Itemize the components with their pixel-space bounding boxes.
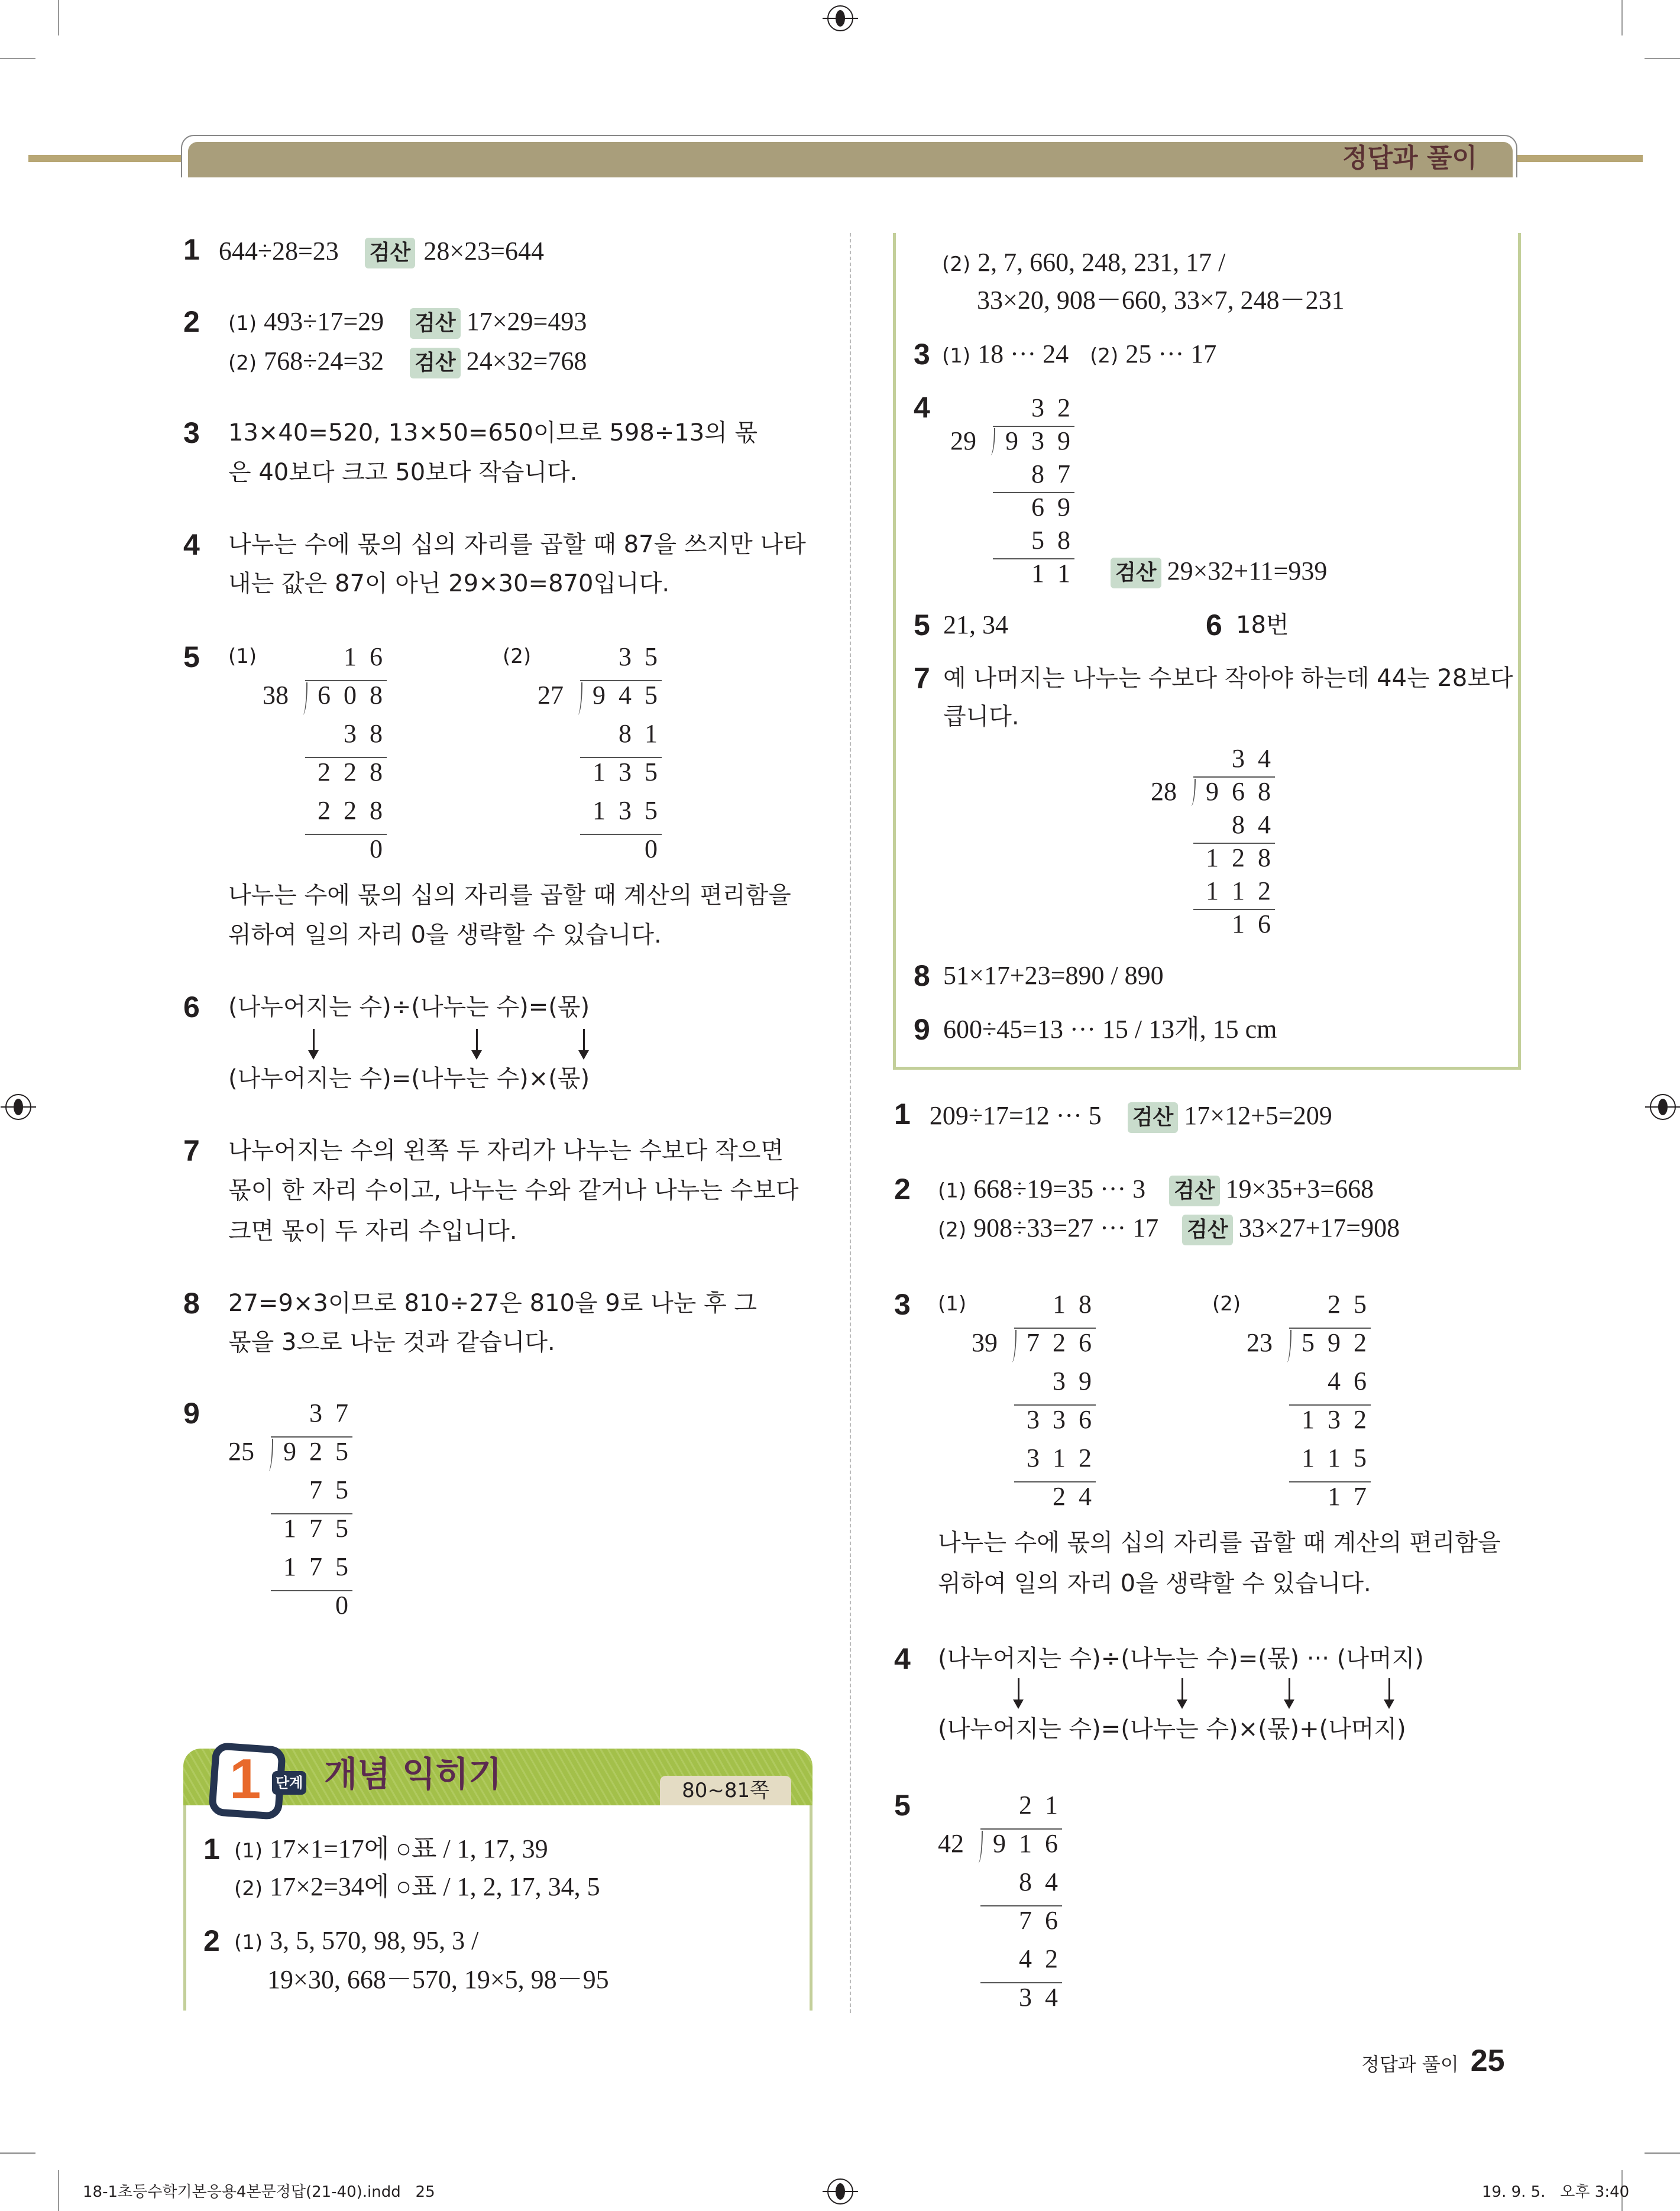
sub-label: (1): [234, 1839, 263, 1863]
question-number: 2: [894, 1173, 911, 1206]
question-2-part-1: [938, 1171, 1374, 1207]
registration-mark-icon: [1650, 1094, 1676, 1120]
explanation-line: 나누는 수에 몫의 십의 자리를 곱할 때 계산의 편리함을: [938, 1529, 1501, 1556]
division-step: 6 9: [1031, 493, 1070, 522]
answer-text: 17×2=34에 ○표 / 1, 2, 17, 34, 5: [270, 1872, 600, 1901]
quotient: 3 7: [309, 1399, 348, 1427]
division-step: 8 4: [1232, 810, 1271, 839]
question-number: 7: [183, 1134, 200, 1167]
division-step: 1 3 5: [593, 757, 658, 786]
answer-text: 668÷19=35 ··· 3: [973, 1174, 1146, 1203]
check-text: 29×32+11=939: [1167, 556, 1328, 585]
question-2-part-2: [228, 344, 587, 379]
division-step: 1 2 8: [1206, 843, 1271, 872]
division-step: 0: [370, 834, 383, 863]
down-arrow-icon: [583, 1029, 585, 1057]
question-number: 3: [894, 1288, 911, 1321]
division-step: 1 6: [1232, 909, 1271, 938]
step-number: 1: [229, 1747, 261, 1811]
answer-text: 493÷17=29: [264, 307, 384, 336]
dividend: 9 1 6: [993, 1829, 1058, 1858]
divisor: 42: [938, 1829, 964, 1858]
dividend: 9 2 5: [283, 1437, 348, 1466]
formula-line: (나누어지는 수)÷(나누는 수)=(몫): [228, 993, 590, 1021]
division-step: 1 3 5: [593, 796, 658, 825]
division-step: 3 8: [344, 719, 383, 748]
dividend: 9 6 8: [1206, 777, 1271, 806]
divisor: 27: [538, 681, 564, 710]
check-text: 28×23=644: [423, 237, 544, 266]
check-badge: 검산: [410, 308, 461, 339]
question-number: 3: [183, 416, 200, 449]
division-step: 1 3 2: [1302, 1405, 1367, 1434]
sub-label: (1): [942, 344, 971, 368]
crop-mark: [0, 58, 35, 59]
explanation-line: 몫이 한 자리 수이고, 나누는 수와 같거나 나누는 수보다: [228, 1177, 799, 1204]
down-arrow-icon: [476, 1029, 478, 1057]
question-number: 8: [914, 959, 930, 992]
explanation-line: 13×40=520, 13×50=650이므로 598÷13의 몫: [228, 419, 758, 446]
formula-line: (나누어지는 수)=(나누는 수)×(몫): [228, 1065, 590, 1092]
crop-mark: [58, 2170, 59, 2211]
sub-label: (1): [228, 645, 257, 668]
question-number: 9: [183, 1397, 200, 1430]
question-1-part-1: [234, 1831, 548, 1867]
explanation-line: 위하여 일의 자리 0을 생략할 수 있습니다.: [938, 1570, 1371, 1597]
division-step: 5 8: [1031, 526, 1070, 555]
question-number: 5: [183, 640, 200, 674]
sub-label: (1): [228, 312, 257, 335]
division-step: 1 1 2: [1206, 876, 1271, 905]
crop-mark: [1645, 2152, 1680, 2154]
dividend: 9 4 5: [593, 681, 658, 710]
division-step: 4 2: [1019, 1944, 1058, 1973]
explanation-line: 위하여 일의 자리 0을 생략할 수 있습니다.: [228, 921, 662, 949]
question-number: 6: [183, 990, 200, 1024]
explanation-line: 27=9×3이므로 810÷27은 810을 9로 나눈 후 그: [228, 1290, 758, 1317]
answer-text: 768÷24=32: [264, 347, 384, 375]
division-bracket: [1007, 1330, 1017, 1362]
divisor: 25: [228, 1437, 254, 1466]
print-slug-date: 19. 9. 5. 오후 3:40: [1482, 2183, 1630, 2201]
question-number: 4: [914, 391, 930, 424]
footer-label: 정답과 풀이: [1361, 2053, 1459, 2076]
answer-text: 600÷45=13 ··· 15 / 13개, 15 cm: [943, 1015, 1277, 1044]
division-step: 1 7 5: [283, 1552, 348, 1581]
explanation-line: 크면 몫이 두 자리 수입니다.: [228, 1218, 517, 1245]
division-step: 1 1 5: [1302, 1443, 1367, 1472]
explanation-line: 몫을 3으로 나눈 것과 같습니다.: [228, 1329, 555, 1356]
down-arrow-icon: [1181, 1678, 1183, 1707]
quotient: 1 8: [1053, 1290, 1092, 1319]
divisor: 39: [972, 1328, 998, 1357]
check-badge: 검산: [1128, 1102, 1179, 1133]
check-text: 24×32=768: [466, 347, 587, 375]
page-range: 80~81쪽: [660, 1776, 791, 1805]
question-number: 1: [183, 233, 200, 266]
answer-text: 17×1=17에 ○표 / 1, 17, 39: [270, 1834, 548, 1863]
registration-mark-icon: [5, 1094, 31, 1120]
divisor: 28: [1151, 777, 1177, 806]
question-number: 3: [914, 338, 930, 371]
registration-mark-icon: [827, 2178, 853, 2204]
sub-label: (1): [938, 1292, 967, 1316]
divisor: 38: [263, 681, 289, 710]
division-step: 3 4: [1019, 1983, 1058, 2012]
division-step: 7 5: [309, 1475, 348, 1504]
page-number: 25: [1470, 2044, 1505, 2078]
quotient: 2 5: [1328, 1290, 1367, 1319]
sub-label: (2): [938, 1218, 967, 1242]
question-number: 2: [183, 305, 200, 338]
crop-mark: [1621, 0, 1623, 35]
quotient: 1 6: [344, 642, 383, 671]
page-footer: [1361, 2043, 1505, 2079]
explanation-line: 나누는 수에 몫의 십의 자리를 곱할 때 계산의 편리함을: [228, 882, 791, 909]
division-step: 8 7: [1031, 459, 1070, 488]
explanation-line: 나누는 수에 몫의 십의 자리를 곱할 때 87을 쓰지만 나타: [228, 531, 806, 558]
answer-text: 25 ··· 17: [1125, 339, 1217, 368]
question-number: 8: [183, 1287, 200, 1320]
division-bracket: [264, 1439, 273, 1471]
explanation-line: 큽니다.: [943, 703, 1019, 730]
division-step: 7 6: [1019, 1906, 1058, 1935]
question-number: 4: [183, 528, 200, 561]
question-number: 1: [203, 1833, 220, 1866]
answer-text: 21, 34: [943, 610, 1008, 639]
division-step: 4 6: [1328, 1367, 1367, 1396]
question-2-part-1: [228, 304, 587, 339]
divisor: 23: [1247, 1328, 1273, 1357]
division-step: 8 4: [1019, 1867, 1058, 1896]
division-bracket: [973, 1831, 983, 1863]
sub-label: (2): [228, 351, 257, 375]
question-2-part-2: [942, 245, 1225, 280]
question-2: [183, 304, 200, 339]
quotient: 2 1: [1019, 1791, 1058, 1820]
divisor: 29: [950, 426, 976, 455]
column-divider: [850, 233, 851, 2013]
check-line: [1087, 553, 1327, 589]
question-number: 4: [894, 1642, 911, 1675]
answer-text: 908÷33=27 ··· 17: [973, 1213, 1159, 1242]
check-badge: 검산: [1182, 1215, 1233, 1245]
answer-text: 3, 5, 570, 98, 95, 3 /: [270, 1926, 479, 1955]
crop-mark: [0, 2152, 35, 2154]
down-arrow-icon: [313, 1029, 315, 1057]
check-text: 17×12+5=209: [1184, 1101, 1332, 1130]
step-label: 단계: [272, 1771, 306, 1795]
division-step: 2 2 8: [318, 796, 383, 825]
answer-text: 51×17+23=890 / 890: [943, 961, 1164, 990]
sub-label: (1): [938, 1179, 967, 1203]
crop-mark: [58, 0, 59, 35]
division-step: 3 3 6: [1027, 1405, 1092, 1434]
division-step: 1 7: [1328, 1482, 1367, 1511]
division-step: 3 9: [1053, 1367, 1092, 1396]
formula-line: (나누어지는 수)=(나누는 수)×(몫)+(나머지): [938, 1715, 1406, 1743]
explanation-line: 은 40보다 크고 50보다 작습니다.: [228, 459, 578, 486]
check-badge: 검산: [365, 238, 416, 268]
question-number: 6: [1206, 608, 1222, 642]
explanation-line: 예 나머지는 나누는 수보다 작아야 하는데 44는 28보다: [943, 665, 1513, 692]
answer-text: 19×30, 668－570, 19×5, 98－95: [267, 1965, 609, 1994]
explanation-line: 내는 값은 87이 아닌 29×30=870입니다.: [228, 570, 670, 597]
question-1: [894, 1096, 1332, 1134]
answer-text: 2, 7, 660, 248, 231, 17 /: [977, 248, 1226, 277]
down-arrow-icon: [1388, 1678, 1390, 1707]
sub-label: (2): [503, 645, 532, 668]
question-number: 1: [894, 1098, 911, 1131]
question-number: 5: [914, 608, 930, 642]
check-badge: 검산: [1111, 558, 1161, 588]
check-badge: 검산: [410, 348, 461, 378]
check-text: 17×29=493: [466, 307, 587, 336]
crop-mark: [1645, 58, 1680, 59]
answer-text: 18 ··· 24: [977, 339, 1069, 368]
header-title: 정답과 풀이: [1342, 143, 1477, 173]
answer-text: 33×20, 908－660, 33×7, 248－231: [977, 286, 1345, 315]
sub-label: (2): [1090, 344, 1119, 368]
sub-label: (1): [234, 1931, 263, 1954]
quotient: 3 2: [1031, 393, 1070, 422]
division-step: 0: [335, 1591, 348, 1620]
dividend: 6 0 8: [318, 681, 383, 710]
quotient: 3 4: [1232, 744, 1271, 773]
check-text: 33×27+17=908: [1238, 1213, 1400, 1242]
print-slug-file: 18-1초등수학기본응용4본문정답(21-40).indd 25: [83, 2183, 435, 2201]
quotient: 3 5: [619, 642, 658, 671]
question-number: 5: [894, 1789, 911, 1822]
question-1-part-2: [234, 1869, 600, 1905]
sub-label: (2): [1212, 1292, 1241, 1316]
section-title: 개념 익히기: [324, 1754, 502, 1794]
sub-label: (2): [234, 1877, 263, 1901]
question-1: [183, 232, 544, 269]
answer-text: 209÷17=12 ··· 5: [929, 1101, 1102, 1130]
division-bracket: [298, 682, 307, 715]
question-3-answers: [942, 336, 1216, 372]
answer-text: 18번: [1236, 611, 1289, 639]
division-step: 2 4: [1053, 1482, 1092, 1511]
sub-label: (2): [942, 252, 971, 276]
registration-mark-icon: [827, 5, 853, 31]
question-2-part-1: [234, 1923, 478, 1959]
down-arrow-icon: [1018, 1678, 1019, 1707]
question-2-part-2: [938, 1210, 1400, 1246]
division-step: 8 1: [619, 719, 658, 748]
division-bracket: [1282, 1330, 1291, 1362]
division-step: 3 1 2: [1027, 1443, 1092, 1472]
explanation-line: 나누어지는 수의 왼쪽 두 자리가 나누는 수보다 작으면: [228, 1137, 784, 1164]
division-step: 1 7 5: [283, 1514, 348, 1543]
check-badge: 검산: [1169, 1176, 1220, 1206]
check-text: 19×35+3=668: [1225, 1174, 1374, 1203]
header-band: [188, 142, 1513, 177]
division-step: 2 2 8: [318, 757, 383, 786]
dividend: 9 3 9: [1005, 426, 1070, 455]
question-number: 7: [914, 662, 930, 695]
dividend: 5 9 2: [1302, 1328, 1367, 1357]
question-number: 2: [203, 1924, 220, 1957]
dividend: 7 2 6: [1027, 1328, 1092, 1357]
question-number: 9: [914, 1013, 930, 1046]
division-bracket: [573, 682, 582, 715]
division-step: 0: [645, 834, 658, 863]
formula-line: (나누어지는 수)÷(나누는 수)=(몫) ··· (나머지): [938, 1645, 1424, 1672]
division-step: 1 1: [1031, 559, 1070, 588]
answer-text: 644÷28=23: [218, 237, 339, 266]
down-arrow-icon: [1289, 1678, 1290, 1707]
